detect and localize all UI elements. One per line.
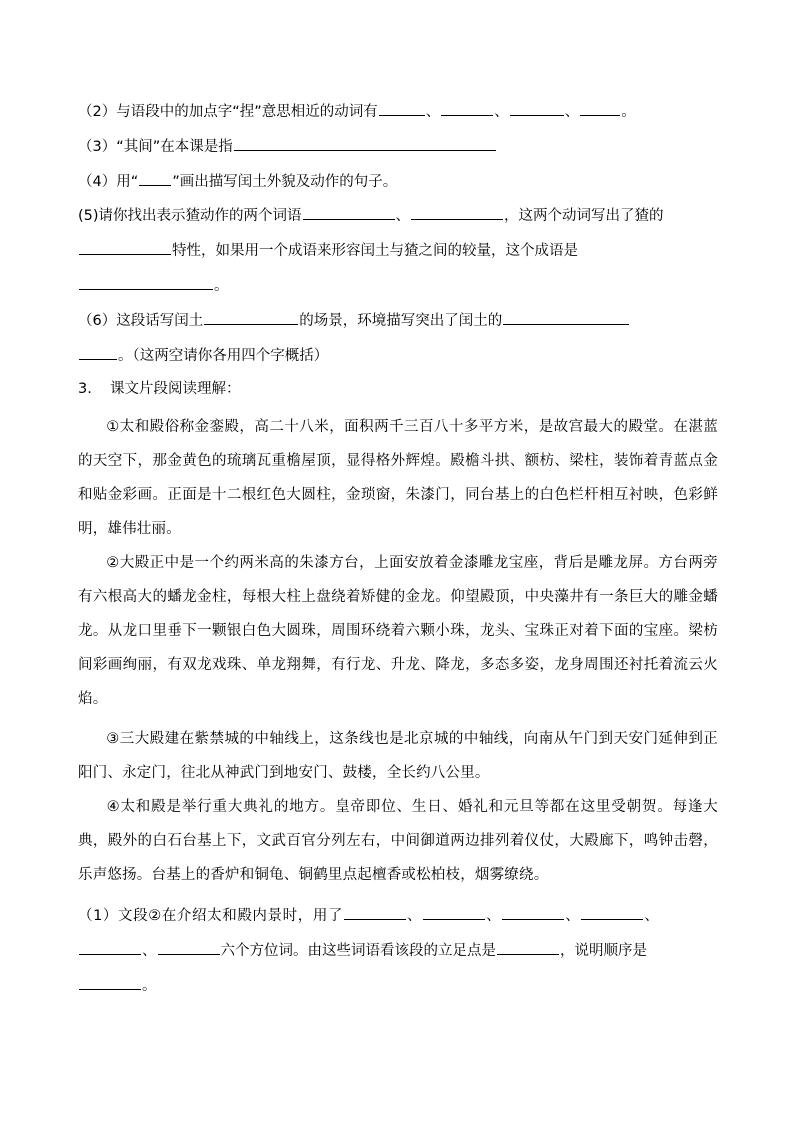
- paragraph-text: ②大殿正中是一个约两米高的朱漆方台，上面安放着金漆雕龙宝座，背后是雕龙屏。方台两旁有六根高大的蟠龙金柱，每根大柱上盘绕着矫健的金龙。仰望殿顶，中央藻井有一条巨大的雕金蟠龙。从龙口里垂下一颗银白色大圆珠，周围环绕着六颗小珠，龙头、宝珠正对着下面的宝座。梁枋间彩画绚丽，有双龙戏珠、单龙翔舞，有行龙、升龙、降龙，多态多姿，龙身周围还衬托着流云火焰。: [78, 555, 718, 707]
- question-number: (5): [78, 208, 99, 224]
- question-1b-line-2: [78, 939, 718, 961]
- question-3: [78, 135, 718, 157]
- answer-blank[interactable]: [379, 100, 425, 116]
- question-2: [78, 100, 718, 122]
- question-number: （1）: [78, 908, 119, 924]
- answer-blank[interactable]: [497, 939, 559, 955]
- question-text: 。（这两空请你各用四个字概括）: [118, 348, 329, 364]
- question-6: [78, 309, 718, 331]
- answer-blank[interactable]: [79, 974, 141, 990]
- question-text: ，说明顺序是: [560, 943, 647, 959]
- question-number: （2）: [78, 104, 117, 120]
- answer-blank[interactable]: [411, 204, 503, 220]
- separator: 、: [407, 908, 423, 924]
- question-text: ”画出描写闰土外貌及动作的句子。: [172, 174, 398, 190]
- answer-blank[interactable]: [234, 135, 496, 151]
- question-text: 文段②在介绍太和殿内景时，用了: [118, 908, 344, 924]
- answer-blank[interactable]: [423, 904, 485, 920]
- answer-blank[interactable]: [204, 309, 298, 325]
- question-text: 用“: [116, 174, 139, 190]
- question-1b-line-3: [78, 974, 718, 996]
- question-4: [78, 170, 718, 192]
- answer-blank[interactable]: [581, 904, 643, 920]
- separator: 、: [142, 943, 157, 959]
- passage-paragraph-2: [78, 546, 718, 716]
- answer-blank[interactable]: [79, 239, 171, 255]
- answer-blank[interactable]: [580, 100, 620, 116]
- section-number: 3.: [78, 381, 92, 397]
- separator: 、: [564, 104, 580, 120]
- question-text: 与语段中的加点字“捏”意思相近的动词有: [116, 104, 378, 120]
- answer-blank[interactable]: [510, 100, 564, 116]
- period: 。: [621, 104, 636, 120]
- question-text: “其间”在本课是指: [116, 139, 233, 155]
- passage-paragraph-1: [78, 410, 718, 546]
- question-6-line-2: [78, 344, 718, 366]
- question-number: （3）: [78, 139, 117, 155]
- separator: 、: [486, 908, 502, 924]
- paragraph-text: ①太和殿俗称金銮殿，高二十八米，面积两千三百八十多平方米，是故宫最大的殿堂。在湛蓝的天空下，那金黄色的琉璃瓦重檐屋顶，显得格外辉煌。殿檐斗拱、额枋、梁柱，装饰着青蓝点金和贴金彩画。正面是十二根红色大圆柱，金琐窗，朱漆门，同台基上的白色栏杆相互衬映，色彩鲜明，雄伟壮丽。: [78, 419, 718, 537]
- answer-blank[interactable]: [344, 904, 406, 920]
- period: 。: [214, 278, 229, 294]
- answer-blank[interactable]: [79, 344, 117, 360]
- question-number: （4）: [78, 174, 117, 190]
- question-text: 的场景，环境描写突出了闰土的: [299, 313, 503, 329]
- question-text: 这段话写闰土: [116, 313, 204, 329]
- answer-blank[interactable]: [441, 100, 493, 116]
- question-5-line-3: [78, 274, 718, 296]
- period: 。: [142, 978, 157, 994]
- passage-paragraph-3: [78, 722, 718, 790]
- separator: 、: [395, 208, 411, 224]
- answer-blank[interactable]: [158, 939, 220, 955]
- question-1b: [78, 904, 718, 926]
- separator: 、: [425, 104, 441, 120]
- answer-blank[interactable]: [502, 904, 564, 920]
- separator: 、: [494, 104, 509, 120]
- question-text: 特性，如果用一个成语来形容闰土与猹之间的较量，这个成语是: [172, 243, 578, 259]
- question-5: [78, 204, 718, 226]
- answer-blank[interactable]: [303, 204, 395, 220]
- answer-blank[interactable]: [79, 274, 213, 290]
- section-title: 课文片段阅读理解：: [110, 381, 241, 397]
- answer-blank[interactable]: [139, 170, 171, 186]
- question-text: 请你找出表示猹动作的两个词语: [98, 208, 302, 224]
- separator: 、: [565, 908, 581, 924]
- question-number: （6）: [78, 313, 117, 329]
- separator: 、: [644, 908, 660, 924]
- answer-blank[interactable]: [503, 309, 629, 325]
- section-3-header: [78, 379, 718, 399]
- passage-paragraph-4: [78, 790, 718, 892]
- paragraph-text: ③三大殿建在紫禁城的中轴线上，这条线也是北京城的中轴线，向南从午门到天安门延伸到正阳门、永定门，往北从神武门到地安门、鼓楼，全长约八公里。: [78, 731, 718, 781]
- question-5-line-2: [78, 239, 718, 261]
- answer-blank[interactable]: [79, 939, 141, 955]
- paragraph-text: ④太和殿是举行重大典礼的地方。皇帝即位、生日、婚礼和元旦等都在这里受朝贺。每逢大典，殿外的白石台基上下，文武百官分列左右，中间御道两边排列着仪仗，大殿廊下，鸣钟击磬，乐声悠扬。台基上的香炉和铜龟、铜鹤里点起檀香或松柏枝，烟雾缭绕。: [78, 799, 718, 883]
- question-text: 六个方位词。由这些词语看该段的立足点是: [220, 943, 496, 959]
- question-text: ，这两个动词写出了猹的: [504, 208, 664, 224]
